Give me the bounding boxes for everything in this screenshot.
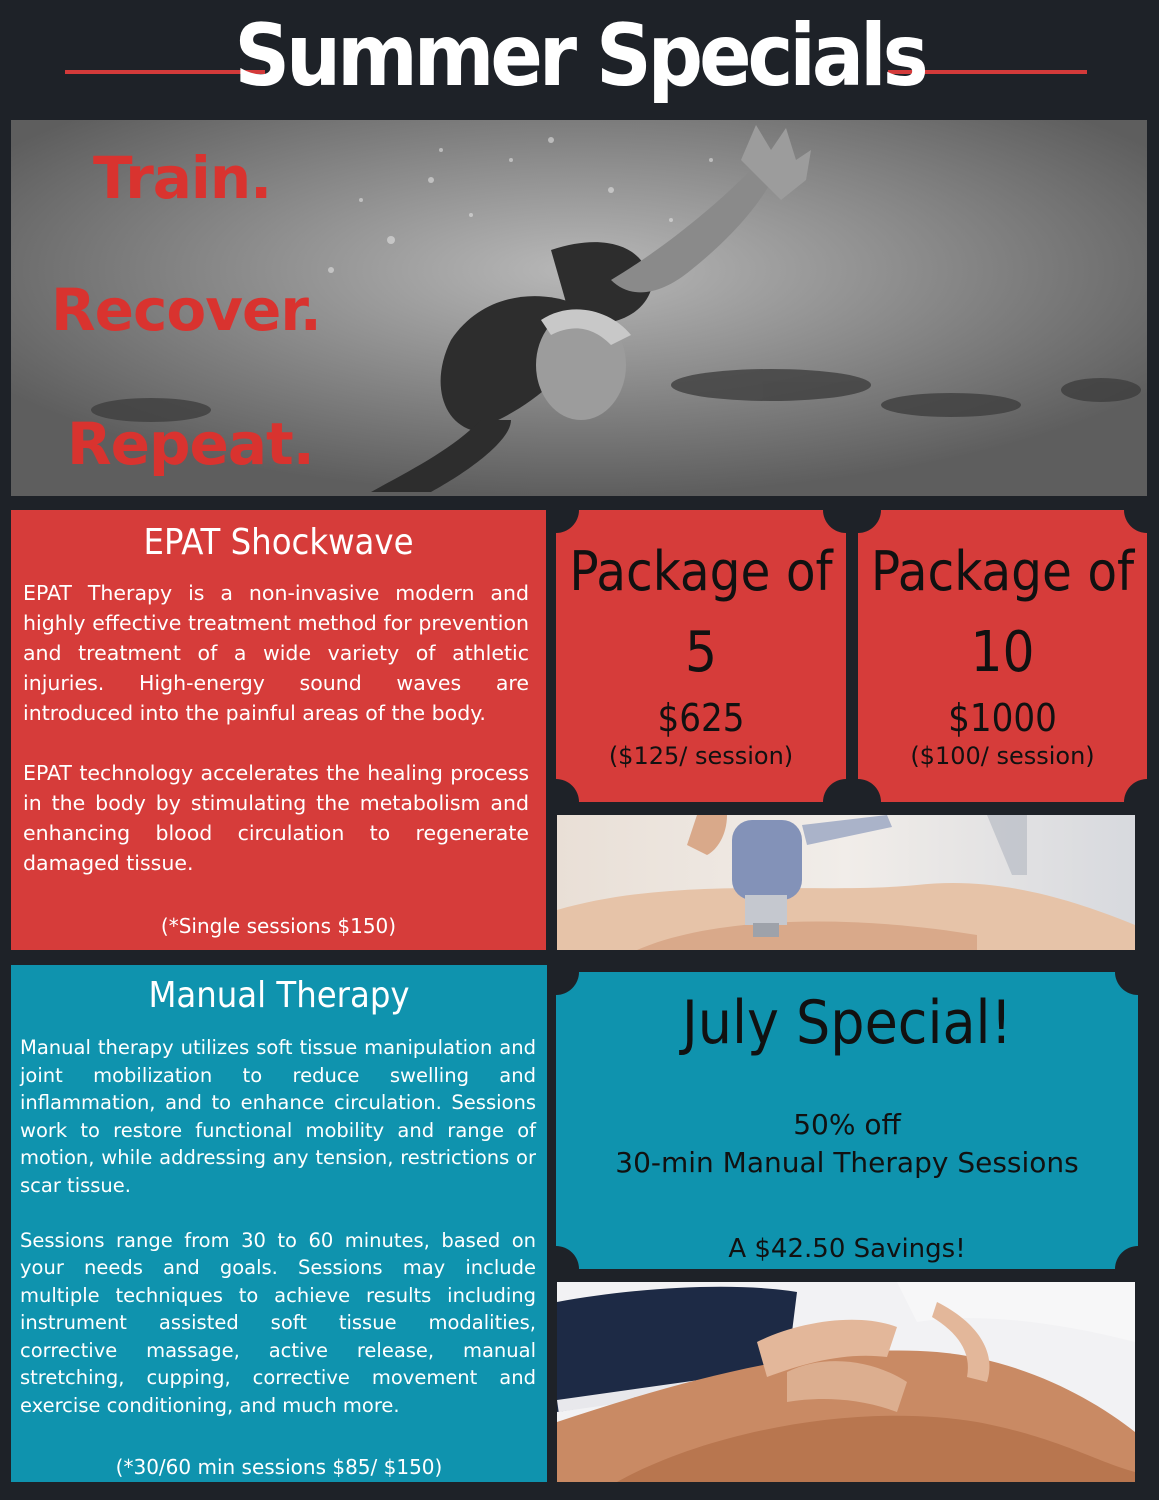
epat-description	[23, 578, 529, 878]
package-10-card	[858, 510, 1147, 802]
epat-title: EPAT Shockwave	[143, 522, 414, 563]
july-special-card	[556, 972, 1138, 1269]
manual-therapy-title: Manual Therapy	[148, 975, 410, 1016]
hero-tagline-repeat: Repeat.	[67, 410, 314, 478]
package-5-per-session: ($125/ session)	[608, 742, 794, 770]
package-10-heading: Package of	[870, 540, 1135, 603]
epat-paragraph-2: EPAT technology accelerates the healing process in the body by stimulating the metabolism and enhancing blood circulation to regenerate damaged tissue.	[23, 761, 529, 875]
page-title: Summer Specials	[234, 6, 925, 106]
july-special-title: July Special!	[681, 988, 1013, 1058]
hero-swimmer-image	[11, 120, 1147, 496]
hero-tagline-train: Train.	[93, 144, 272, 212]
package-10-per-session: ($100/ session)	[910, 742, 1095, 770]
package-10-price: $1000	[948, 696, 1057, 740]
massage-illustration	[557, 1282, 1135, 1482]
package-5-count: 5	[684, 620, 718, 685]
shockwave-treatment-photo	[557, 815, 1135, 950]
july-special-savings: A $42.50 Savings!	[728, 1234, 966, 1264]
package-10-count: 10	[970, 620, 1035, 685]
manual-session-price-note: (*30/60 min sessions $85/ $150)	[115, 1455, 443, 1479]
epat-paragraph-1: EPAT Therapy is a non-invasive modern and highly effective treatment method for prevention and treatment of a wide variety of athletic injuries. High-energy sound waves are introduced into the painful areas of the body.	[23, 581, 529, 725]
shockwave-device-illustration	[557, 815, 1135, 950]
manual-therapy-description	[20, 1034, 536, 1419]
package-5-heading: Package of	[569, 540, 833, 603]
epat-shockwave-panel	[11, 510, 546, 950]
massage-therapy-photo	[557, 1282, 1135, 1482]
manual-paragraph-2: Sessions range from 30 to 60 minutes, based on your needs and goals. Sessions may include multiple techniques to achieve results including instrument assisted soft tissue modalities, corrective massage, active release, manual stretching, cupping, corrective movement and exercise conditioning, and much more.	[20, 1228, 536, 1417]
manual-therapy-panel	[11, 965, 547, 1482]
package-5-price: $625	[657, 696, 745, 740]
july-special-offer: 30-min Manual Therapy Sessions	[615, 1146, 1079, 1179]
july-special-discount: 50% off	[793, 1108, 901, 1141]
epat-single-session-note: (*Single sessions $150)	[160, 914, 397, 938]
hero-tagline-recover: Recover.	[51, 276, 321, 344]
manual-paragraph-1: Manual therapy utilizes soft tissue manipulation and joint mobilization to reduce swelling and inflammation, and to enhance circulation. Sessions work to restore functional mobility and range of motion, while addressing any tension, restrictions or scar tissue.	[20, 1036, 536, 1197]
package-5-card	[556, 510, 846, 802]
